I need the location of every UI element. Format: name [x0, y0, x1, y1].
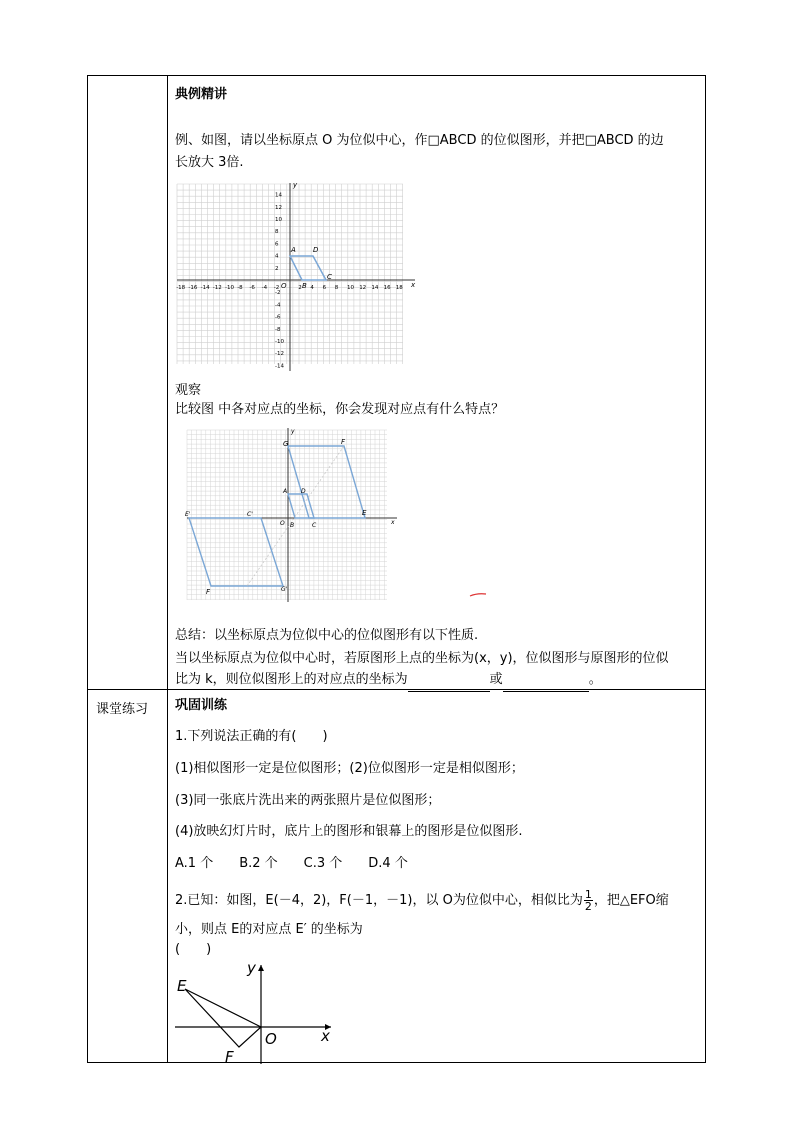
period: 。: [588, 672, 602, 687]
answer-blank-1[interactable]: [408, 669, 490, 692]
origin-label: O: [265, 1030, 277, 1048]
point-a-label: A: [291, 246, 296, 254]
question-2-paren: ( ): [175, 942, 212, 957]
y-tick-label: -2: [275, 290, 281, 297]
point-e-label: E: [362, 509, 367, 517]
example-problem-line1: 例、如图，请以坐标原点 O 为位似中心，作□ABCD 的位似图形，并把□ABCD 的边: [175, 133, 664, 148]
summary-line3: [175, 669, 602, 692]
x-tick-label: -18: [176, 285, 186, 291]
y-tick-label: 12: [275, 204, 282, 211]
point-g-prime-label: G': [281, 586, 288, 593]
point-d-label: D: [301, 488, 306, 495]
example-heading: 典例精讲: [175, 87, 228, 102]
q1-option-3: (4)放映幻灯片时，底片上的图形和银幕上的图形是位似图形.: [175, 824, 523, 839]
x-tick-label: -4: [261, 285, 268, 291]
x-tick-label: 12: [359, 285, 367, 291]
q1-option-2: (3)同一张底片洗出来的两张照片是位似图形；: [175, 793, 441, 808]
question-2: [175, 889, 669, 912]
q1-choices: A.1 个 B.2 个 C.3 个 D.4 个: [175, 856, 408, 871]
y-tick-label: -8: [275, 326, 281, 333]
y-axis-label: y: [247, 959, 256, 977]
or-text: 或: [489, 672, 503, 687]
question-2-line2: 小，则点 E的对应点 E′ 的坐标为: [175, 922, 363, 937]
x-tick-label: 8: [334, 285, 339, 291]
point-b-label: B: [290, 522, 295, 529]
x-tick-label: 16: [383, 285, 391, 291]
x-tick-label: 2: [298, 285, 302, 291]
y-tick-label: 10: [275, 217, 282, 223]
x-axis-label: x: [411, 281, 416, 289]
x-axis-label: x: [321, 1027, 330, 1045]
practice-label: 课堂练习: [96, 702, 149, 717]
point-c-prime-label: C': [247, 511, 253, 518]
x-tick-label: 18: [395, 285, 403, 291]
construction-line: [247, 446, 344, 586]
practice-heading: 巩固训练: [175, 698, 228, 713]
coordinate-graph-1: [175, 181, 420, 376]
observe-question: 比较图 中各对应点的坐标，你会发现对应点有什么特点？: [175, 402, 505, 417]
point-f-label: F: [341, 438, 346, 446]
x-tick-label: -16: [188, 285, 198, 291]
y-tick-label: -6: [275, 314, 281, 321]
y-tick-label: 4: [275, 253, 279, 260]
lesson-table: [87, 75, 706, 1063]
y-tick-label: 6: [275, 241, 279, 248]
origin-label: O: [281, 282, 287, 290]
y-axis-label: y: [291, 428, 295, 435]
fraction: [584, 889, 593, 912]
x-tick-label: -6: [249, 285, 255, 291]
x-tick-label: 10: [347, 285, 354, 291]
point-f-label: F: [225, 1048, 234, 1064]
triangle-efo: [185, 989, 261, 1047]
parallelogram-abcd: [290, 256, 326, 280]
y-tick-label: -12: [275, 351, 284, 358]
y-tick-label: -4: [275, 302, 281, 309]
point-c-label: C: [327, 273, 332, 281]
coordinate-graph-2: [185, 426, 400, 606]
x-tick-label: 4: [310, 285, 314, 291]
point-b-label: B: [302, 282, 307, 290]
point-c-label: C: [312, 522, 317, 529]
y-tick-label: -14: [275, 363, 284, 370]
point-e-label: E: [177, 977, 187, 995]
column-divider: [167, 76, 168, 1062]
summary-text: 比为 k，则位似图形上的对应点的坐标为: [175, 672, 408, 687]
point-a-label: A: [283, 488, 288, 495]
question-1: 1.下列说法正确的有( ): [175, 729, 328, 744]
y-tick-label: 8: [275, 229, 279, 236]
y-tick-label: -10: [275, 339, 284, 345]
q2-text-end: ，把△EFO缩: [593, 893, 669, 908]
triangle-figure: [175, 959, 345, 1064]
summary-line1: 总结：以坐标原点为位似中心的位似图形有以下性质.: [175, 628, 479, 643]
example-problem-line2: 长放大 3倍.: [175, 155, 244, 170]
x-axis-label: x: [391, 519, 395, 526]
y-tick-label: 14: [275, 192, 282, 199]
point-f-prime-label: F: [206, 588, 211, 596]
fraction-denominator: 2: [584, 900, 592, 913]
point-g-label: G: [283, 440, 289, 448]
x-tick-label: -8: [237, 285, 243, 291]
x-tick-label: -12: [212, 285, 222, 291]
q1-option-1: (1)相似图形一定是位似图形；(2)位似图形一定是相似图形；: [175, 761, 524, 776]
fraction-numerator: 1: [584, 888, 592, 901]
x-tick-label: -14: [200, 285, 210, 291]
origin-label: O: [280, 520, 285, 527]
answer-blank-2[interactable]: [503, 669, 589, 692]
q2-text: 2.已知：如图，E(－4，2)，F(－1，－1)，以 O为位似中心，相似比为: [175, 893, 583, 908]
y-axis-label: y: [293, 181, 298, 189]
x-tick-label: -2: [273, 285, 280, 291]
point-d-label: D: [313, 246, 319, 254]
point-e-prime-label: E': [185, 511, 191, 518]
observe-label: 观察: [175, 383, 202, 398]
x-tick-label: 14: [371, 285, 379, 291]
x-tick-label: -10: [225, 285, 234, 291]
y-tick-label: 2: [275, 265, 279, 272]
enlarged-parallelogram: [288, 446, 365, 518]
summary-line2: 当以坐标原点为位似中心时，若原图形上点的坐标为(x，y)，位似图形与原图形的位似: [175, 651, 669, 666]
red-mark: [469, 590, 489, 600]
x-tick-label: 6: [322, 285, 327, 291]
